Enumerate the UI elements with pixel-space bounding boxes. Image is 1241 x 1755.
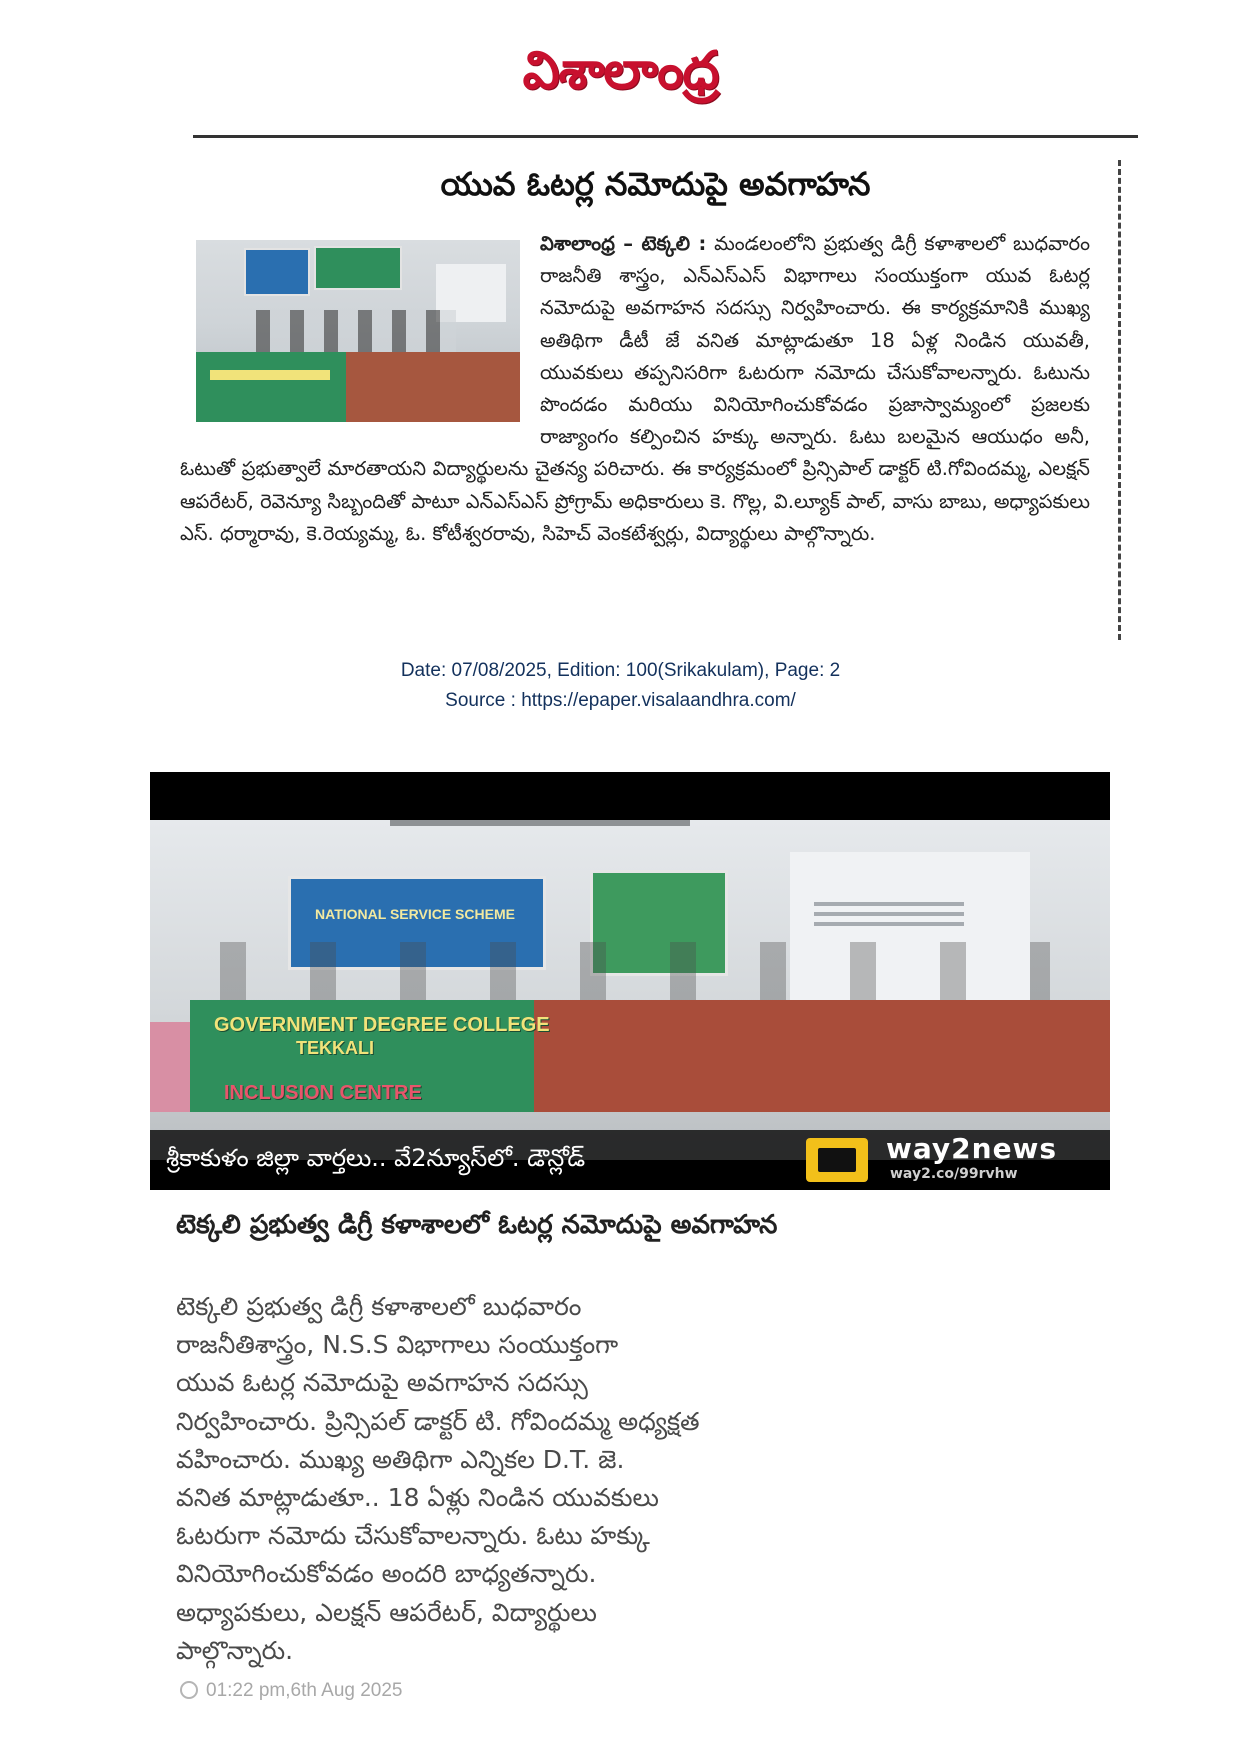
edition-date-line: Date: 07/08/2025, Edition: 100(Srikakulam), Page: 2: [400, 660, 841, 681]
college-name-label: GOVERNMENT DEGREE COLLEGE: [214, 1014, 550, 1036]
clipping-text: మండలంలోని ప్రభుత్వ డిగ్రీ కళాశాలలో బుధవారం రాజనీతి శాస్త్రం, ఎన్ఎస్ఎస్ విభాగాలు సంయుక్తంగా యువ ఓటర్ల నమోదుపై అవగాహన సదస్సు నిర్వహించారు. ఈ కార్యక్రమానికి ముఖ్య అతిథిగా డీటీ జే వనిత మాట్లాడుతూ 18 ఏళ్ల నిండిన యువతీ, యువకులు తప్పనిసరిగా ఓటరుగా నమోదు చేసుకోవాలన్నారు. ఓటును పొందడం మరియు వినియోగించుకోవడం ప్రజాస్వామ్యంలో ప్రజలకు రాజ్యాంగం కల్పించిన హక్కు అన్నారు. ఓటు బలమైన ఆయుధం అనీ, ఓటుతో ప్రభుత్వాలే మారతాయని విద్యార్థులను చైతన్య పరిచారు. ఈ కార్యక్రమంలో ప్రిన్సిపాల్ డాక్టర్ టి.గోవిందమ్మ, ఎలక్షన్ ఆపరేటర్, రెవెన్యూ సిబ్బందితో పాటూ ఎన్ఎస్ఎస్ ప్రోగ్రామ్ అధికారులు కె. గొల్ల, వి.ల్యూక్ పాల్, వాసు బాబు, అధ్యాపకులు ఎస్. ధర్మారావు, కె.రెయ్యమ్మ, ఓ. కోటీశ్వరరావు, సిహెచ్ వెంకటేశ్వర్లు, విద్యార్థులు పాల్గొన్నారు.: [180, 232, 1090, 545]
caption-text: శ్రీకాకుళం జిల్లా వార్తలు.. వే2న్యూస్‌లో. డౌన్లోడ్: [166, 1144, 586, 1172]
event-photo: [150, 820, 1110, 1160]
article-line: పాల్గొన్నారు.: [176, 1635, 294, 1665]
article-line: నిర్వహించారు. ప్రిన్సిపల్ డాక్టర్ టి. గోవిందమ్మ అధ్యక్షత: [176, 1406, 700, 1436]
article-body: [176, 1288, 1086, 1670]
news-video-thumbnail[interactable]: [150, 772, 1110, 1190]
article-line: అధ్యాపకులు, ఎలక్షన్ ఆపరేటర్, విద్యార్థులు: [176, 1597, 597, 1627]
article-line: వహించారు. ముఖ్య అతిథిగా ఎన్నికల D.T. జె.: [176, 1444, 625, 1474]
masthead-logo: విశాలాంధ్ర: [522, 40, 719, 101]
inclusion-centre-label: INCLUSION CENTRE: [224, 1082, 422, 1104]
article-timestamp: [180, 1680, 403, 1702]
article-line: వనిత మాట్లాడుతూ.. 18 ఏళ్లు నిండిన యువకులు: [176, 1483, 659, 1513]
article-line: టెక్కలి ప్రభుత్వ డిగ్రీ కళాశాలలో బుధవారం: [176, 1292, 582, 1321]
article-line: రాజనీతిశాస్త్రం, N.S.S విభాగాలు సంయుక్తంగా: [176, 1330, 619, 1360]
clipping-dateline: విశాలాంధ్ర – టెక్కలి :: [540, 232, 707, 255]
column-divider: [1118, 160, 1121, 640]
source-link[interactable]: Source : https://epaper.visalaandhra.com/: [445, 690, 796, 711]
clipping-body: [180, 228, 1090, 550]
article-title: టెక్కలి ప్రభుత్వ డిగ్రీ కళాశాలలో ఓటర్ల నమోదుపై అవగాహన: [176, 1210, 778, 1240]
clipping-headline: యువ ఓటర్ల నమోదుపై అవగాహన: [440, 165, 871, 203]
town-label: TEKKALI: [296, 1038, 374, 1058]
way2news-logo-icon: [806, 1138, 868, 1182]
article-line: వినియోగించుకోవడం అందరి బాధ్యతన్నారు.: [176, 1559, 597, 1589]
article-line: ఓటరుగా నమోదు చేసుకోవాలన్నారు. ఓటు హక్కు: [176, 1521, 650, 1551]
way2news-short-url[interactable]: way2.co/99rvhw: [890, 1166, 1018, 1182]
nss-banner-text: NATIONAL SERVICE SCHEME: [315, 906, 515, 922]
article-line: యువ ఓటర్ల నమోదుపై అవగాహన సదస్సు: [176, 1368, 588, 1398]
header-rule: [193, 135, 1138, 138]
clock-icon: [180, 1681, 198, 1699]
timestamp-text: 01:22 pm,6th Aug 2025: [206, 1680, 403, 1701]
way2news-logo-name: way2news: [886, 1132, 1058, 1165]
